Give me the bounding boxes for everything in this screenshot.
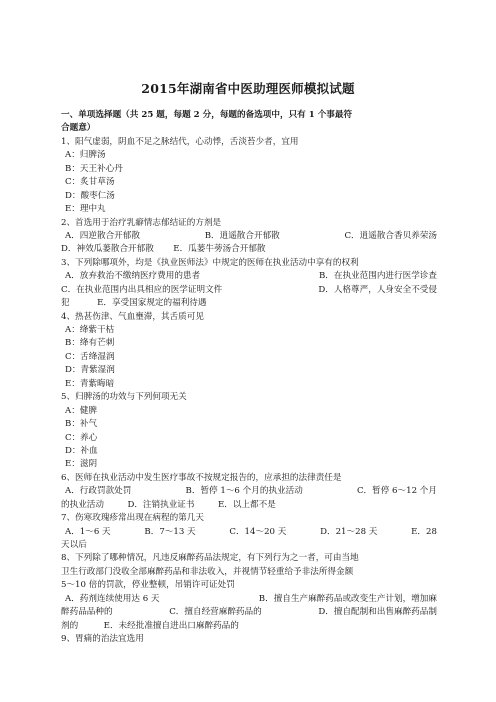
- question-1-option-b: B：天王补心丹: [65, 163, 123, 174]
- question-8-stem-line3: 5～10 倍的罚款，停业整顿，吊销许可证处罚: [61, 580, 235, 591]
- question-8-options-line2: [61, 606, 437, 619]
- question-8-option-a: A．药剂连续使用达 6 天: [65, 593, 160, 604]
- question-6-option-c-cont: 的执业活动: [61, 499, 104, 510]
- question-7-options-line1: [61, 526, 437, 539]
- question-5-option-c: C：养心: [65, 432, 98, 443]
- question-6-option-d: D．注销执业证书: [127, 499, 195, 510]
- question-5-option-b: B：补气: [65, 419, 98, 430]
- question-3-option-e: E．享受国家规定的福利待遇: [97, 298, 207, 309]
- question-1-option-e: E：理中丸: [65, 204, 106, 215]
- question-2-option-c: C．逍遥散合香贝养荣汤: [344, 230, 437, 241]
- question-8-option-c: C．擅自经营麻醉药品的: [169, 607, 262, 618]
- question-8-options-line3: [61, 620, 437, 633]
- question-1-option-d: D：酸枣仁汤: [65, 190, 115, 201]
- question-3-options-line3: [61, 297, 437, 310]
- question-2-option-e: E．瓜蒌牛蒡汤合开郁散: [173, 244, 266, 255]
- question-7-stem: 7、伤寒玫瑰疹常出现在病程的第几天: [61, 513, 204, 524]
- question-5-option-e: E：滋阴: [65, 459, 98, 470]
- question-4-option-e: E：青紫晦暗: [65, 378, 115, 389]
- question-3-option-c: C．在执业范围内出具相应的医学证明文件: [61, 284, 223, 295]
- question-7-option-d: D．21～28 天: [320, 526, 378, 537]
- question-5-option-d: D：补血: [65, 445, 98, 456]
- question-6-options-line1: [61, 485, 437, 498]
- question-2-option-b: B．逍遥散合开郁散: [204, 230, 280, 241]
- question-3-option-b: B．在执业范围内进行医学诊查: [318, 271, 437, 282]
- question-4-option-b: B：绛有芒刺: [65, 338, 115, 349]
- question-3-options-line1: [61, 270, 437, 283]
- question-7-option-a: A．1～6 天: [65, 526, 111, 537]
- question-2-option-a: A．四逆散合开郁散: [65, 230, 140, 241]
- section-heading-line1: 一、单项选择题（共 25 题，每题 2 分，每题的备选项中，只有 1 个事最符: [61, 110, 353, 120]
- question-8-stem-line2: 卫生行政部门没收全部麻醉药品和非法收入，并视情节轻重给予非法所得金额: [61, 566, 354, 577]
- question-6-stem: 6、医师在执业活动中发生医疗事故不按规定报告的，应承担的法律责任是: [61, 472, 342, 483]
- question-8-stem-line1: 8、下列除了哪种情况，凡违反麻醉药品法规定，有下列行为之一者，可由当地: [61, 553, 359, 564]
- question-8-option-d: D．擅自配制和出售麻醉药品制: [318, 607, 437, 618]
- question-7-option-c: C．14～20 天: [229, 526, 287, 537]
- section-heading-line2: 合题意）: [61, 123, 96, 134]
- question-8-options-line1: [61, 593, 437, 606]
- document-body: [61, 109, 437, 647]
- question-7-option-e: E．28: [411, 526, 437, 537]
- question-6-option-a: A．行政罚款处罚: [65, 486, 132, 497]
- page-title: 2015年湖南省中医助理医师模拟试题: [141, 81, 355, 96]
- question-4-option-a: A：绛紫干枯: [65, 325, 115, 335]
- question-8-option-d-cont: 剂的: [61, 620, 79, 631]
- question-2-options-line1: [61, 230, 437, 243]
- question-8-option-b: B．擅自生产麻醉药品或改变生产计划，增加麻: [258, 593, 437, 604]
- question-5-stem: 5、归脾汤的功效与下列何项无关: [61, 392, 187, 403]
- question-3-stem: 3、下列除哪项外，均是《执业医师法》中规定的医师在执业活动中享有的权利: [61, 257, 359, 268]
- question-4-option-c: C：舌绛湿润: [65, 351, 115, 362]
- question-4-stem: 4、热甚伤津、气血壅滞，其舌质可见: [61, 311, 204, 322]
- question-1-option-a: A：归脾汤: [65, 150, 106, 161]
- question-3-option-d: D．人格尊严，人身安全不受侵: [318, 284, 437, 295]
- question-8-option-e: E．未经批准擅自进出口麻醉药品的: [103, 620, 239, 631]
- question-9-stem: 9、胃痛的治法宜选用: [61, 634, 144, 645]
- question-7-option-b: B．7～13 天: [144, 526, 196, 537]
- question-2-stem: 2、首选用于治疗乳癖情志郁结证的方剂是: [61, 217, 222, 228]
- question-6-option-b: B．暂停 1～6 个月的执业活动: [185, 486, 303, 497]
- question-3-option-a: A．放弃救治不缴纳医疗费用的患者: [65, 271, 201, 282]
- question-6-options-line2: [61, 499, 437, 512]
- question-4-option-d: D：青紫湿润: [65, 365, 115, 376]
- question-6-option-e: E．以上都不是: [217, 499, 276, 510]
- question-1-option-c: C：炙甘草汤: [65, 177, 115, 188]
- question-1-stem: 1、阳气虚弱，阴血不足之脉结代，心动悸，舌淡苔少者，宜用: [61, 136, 299, 147]
- question-3-options-line2: [61, 284, 437, 297]
- question-2-options-line2: [61, 243, 437, 256]
- question-6-option-c: C．暂停 6～12 个月: [356, 486, 437, 497]
- question-7-option-e-cont: 天以后: [61, 540, 87, 550]
- question-8-option-b-cont: 醉药品品种的: [61, 607, 113, 618]
- question-5-option-a: A：健脾: [65, 405, 97, 416]
- question-3-option-d-cont: 犯: [61, 298, 70, 309]
- question-2-option-d: D．神效瓜蒌散合开郁散: [61, 244, 154, 255]
